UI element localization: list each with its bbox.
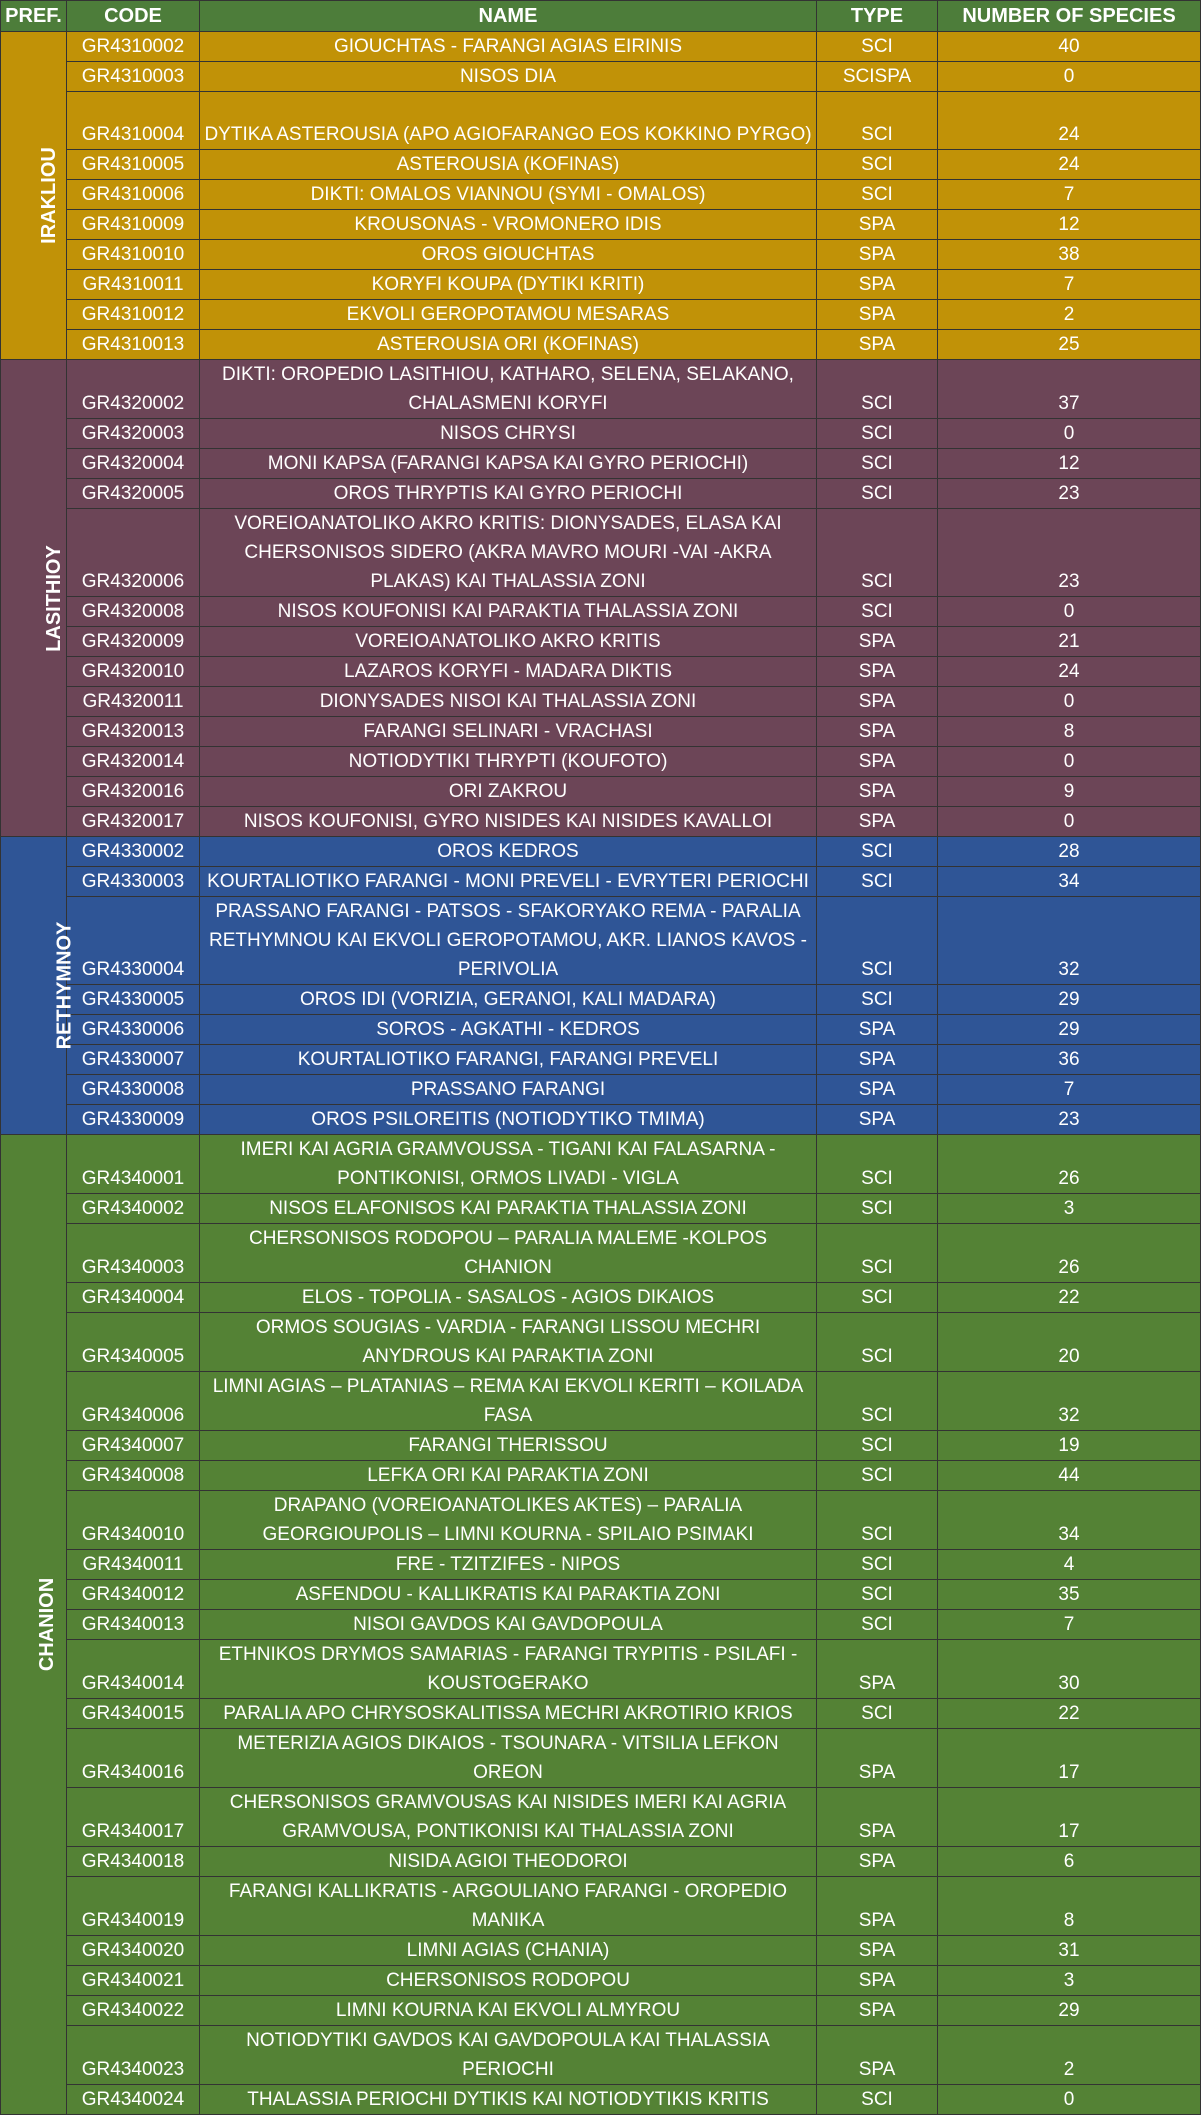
cell-name: DRAPANO (VOREIOANATOLIKES AKTES) – PARALIA GEORGIOUPOLIS – LIMNI KOURNA - SPILAIO PSIMAKI <box>200 1491 817 1550</box>
cell-name: FRE - TZITZIFES - NIPOS <box>200 1550 817 1580</box>
cell-type: SCI <box>817 1580 938 1610</box>
cell-species: 26 <box>938 1135 1201 1194</box>
cell-type: SCI <box>817 449 938 479</box>
cell-species: 19 <box>938 1431 1201 1461</box>
cell-species: 24 <box>938 150 1201 180</box>
cell-name: KORYFI KOUPA (DYTIKI KRITI) <box>200 270 817 300</box>
table-row <box>1 1491 1201 1550</box>
cell-type: SPA <box>817 807 938 837</box>
header-code: CODE <box>67 1 200 32</box>
cell-code: GR4340005 <box>67 1313 200 1372</box>
cell-code: GR4320014 <box>67 747 200 777</box>
cell-type: SPA <box>817 1640 938 1699</box>
table-row <box>1 1224 1201 1283</box>
cell-name: LIMNI KOURNA KAI EKVOLI ALMYROU <box>200 1996 817 2026</box>
cell-type: SPA <box>817 330 938 360</box>
cell-name: NOTIODYTIKI THRYPTI (KOUFOTO) <box>200 747 817 777</box>
cell-name: EKVOLI GEROPOTAMOU MESARAS <box>200 300 817 330</box>
cell-name: NISOS ELAFONISOS KAI PARAKTIA THALASSIA ZONI <box>200 1194 817 1224</box>
cell-species: 24 <box>938 92 1201 150</box>
cell-type: SPA <box>817 1847 938 1877</box>
cell-name: NISOI GAVDOS KAI GAVDOPOULA <box>200 1610 817 1640</box>
prefecture-irakliou <box>1 32 67 360</box>
cell-type: SCI <box>817 1461 938 1491</box>
cell-species: 28 <box>938 837 1201 867</box>
cell-name: OROS GIOUCHTAS <box>200 240 817 270</box>
cell-species: 6 <box>938 1847 1201 1877</box>
cell-type: SCI <box>817 1610 938 1640</box>
cell-species: 29 <box>938 985 1201 1015</box>
cell-name: GIOUCHTAS - FARANGI AGIAS EIRINIS <box>200 32 817 62</box>
cell-species: 0 <box>938 2085 1201 2115</box>
cell-species: 4 <box>938 1550 1201 1580</box>
header-row <box>1 1 1201 32</box>
cell-name: OROS PSILOREITIS (NOTIODYTIKO TMIMA) <box>200 1105 817 1135</box>
cell-type: SPA <box>817 1729 938 1788</box>
header-name: NAME <box>200 1 817 32</box>
cell-species: 20 <box>938 1313 1201 1372</box>
table-row <box>1 2085 1201 2115</box>
cell-type: SPA <box>817 1105 938 1135</box>
cell-species: 23 <box>938 479 1201 509</box>
cell-code: GR4330009 <box>67 1105 200 1135</box>
cell-type: SPA <box>817 1045 938 1075</box>
cell-species: 8 <box>938 1877 1201 1936</box>
cell-species: 7 <box>938 270 1201 300</box>
cell-species: 22 <box>938 1283 1201 1313</box>
cell-species: 38 <box>938 240 1201 270</box>
table-row <box>1 509 1201 597</box>
cell-name: OROS THRYPTIS KAI GYRO PERIOCHI <box>200 479 817 509</box>
cell-code: GR4340004 <box>67 1283 200 1313</box>
cell-type: SCI <box>817 1283 938 1313</box>
cell-type: SCI <box>817 150 938 180</box>
cell-name: CHERSONISOS RODOPOU <box>200 1966 817 1996</box>
cell-type: SPA <box>817 1877 938 1936</box>
table-row <box>1 92 1201 150</box>
cell-code: GR4340024 <box>67 2085 200 2115</box>
cell-type: SCI <box>817 897 938 985</box>
table-row <box>1 1194 1201 1224</box>
cell-name: LEFKA ORI KAI PARAKTIA ZONI <box>200 1461 817 1491</box>
cell-species: 12 <box>938 210 1201 240</box>
cell-type: SCI <box>817 985 938 1015</box>
cell-type: SPA <box>817 777 938 807</box>
cell-species: 3 <box>938 1966 1201 1996</box>
cell-type: SPA <box>817 627 938 657</box>
cell-type: SPA <box>817 300 938 330</box>
table-row <box>1 150 1201 180</box>
cell-name: NISOS DIA <box>200 62 817 92</box>
table-row <box>1 657 1201 687</box>
cell-name: FARANGI KALLIKRATIS - ARGOULIANO FARANGI - OROPEDIO MANIKA <box>200 1877 817 1936</box>
cell-code: GR4320010 <box>67 657 200 687</box>
header-type: TYPE <box>817 1 938 32</box>
cell-code: GR4310003 <box>67 62 200 92</box>
cell-name: DIKTI: OMALOS VIANNOU (SYMI - OMALOS) <box>200 180 817 210</box>
table-row <box>1 479 1201 509</box>
cell-species: 21 <box>938 627 1201 657</box>
cell-type: SPA <box>817 1996 938 2026</box>
cell-code: GR4310013 <box>67 330 200 360</box>
table-row <box>1 985 1201 1015</box>
cell-code: GR4320009 <box>67 627 200 657</box>
cell-type: SPA <box>817 657 938 687</box>
cell-species: 40 <box>938 32 1201 62</box>
cell-code: GR4340003 <box>67 1224 200 1283</box>
cell-species: 37 <box>938 360 1201 419</box>
cell-species: 0 <box>938 62 1201 92</box>
cell-code: GR4340020 <box>67 1936 200 1966</box>
cell-type: SCI <box>817 180 938 210</box>
cell-code: GR4340012 <box>67 1580 200 1610</box>
table-row <box>1 300 1201 330</box>
cell-name: CHERSONISOS GRAMVOUSAS KAI NISIDES IMERI KAI AGRIA GRAMVOUSA, PONTIKONISI KAI THALASSIA ZONI <box>200 1788 817 1847</box>
cell-type: SPA <box>817 717 938 747</box>
cell-species: 0 <box>938 597 1201 627</box>
cell-code: GR4340007 <box>67 1431 200 1461</box>
table-row <box>1 1045 1201 1075</box>
cell-name: LIMNI AGIAS (CHANIA) <box>200 1936 817 1966</box>
cell-name: KOURTALIOTIKO FARANGI, FARANGI PREVELI <box>200 1045 817 1075</box>
cell-name: ORMOS SOUGIAS - VARDIA - FARANGI LISSOU MECHRI ANYDROUS KAI PARAKTIA ZONI <box>200 1313 817 1372</box>
cell-code: GR4310002 <box>67 32 200 62</box>
table-row <box>1 210 1201 240</box>
cell-code: GR4340001 <box>67 1135 200 1194</box>
cell-species: 9 <box>938 777 1201 807</box>
cell-code: GR4340016 <box>67 1729 200 1788</box>
cell-code: GR4330006 <box>67 1015 200 1045</box>
cell-code: GR4320013 <box>67 717 200 747</box>
table-row <box>1 1966 1201 1996</box>
prefecture-label: IRAKLIOU <box>37 147 60 245</box>
cell-species: 7 <box>938 1075 1201 1105</box>
cell-code: GR4320002 <box>67 360 200 419</box>
cell-type: SCI <box>817 1699 938 1729</box>
cell-name: NISOS KOUFONISI KAI PARAKTIA THALASSIA ZONI <box>200 597 817 627</box>
cell-type: SCI <box>817 419 938 449</box>
cell-name: ASTEROUSIA (KOFINAS) <box>200 150 817 180</box>
table-row <box>1 419 1201 449</box>
table-row <box>1 687 1201 717</box>
cell-species: 0 <box>938 687 1201 717</box>
table-row <box>1 1075 1201 1105</box>
cell-type: SPA <box>817 1075 938 1105</box>
cell-name: LAZAROS KORYFI - MADARA DIKTIS <box>200 657 817 687</box>
table-row <box>1 1461 1201 1491</box>
cell-code: GR4310011 <box>67 270 200 300</box>
cell-name: CHERSONISOS RODOPOU – PARALIA MALEME -KOLPOS CHANION <box>200 1224 817 1283</box>
cell-code: GR4340008 <box>67 1461 200 1491</box>
cell-type: SCI <box>817 479 938 509</box>
cell-species: 25 <box>938 330 1201 360</box>
cell-type: SCI <box>817 867 938 897</box>
cell-type: SCI <box>817 1194 938 1224</box>
cell-species: 0 <box>938 807 1201 837</box>
cell-code: GR4330004 <box>67 897 200 985</box>
cell-species: 12 <box>938 449 1201 479</box>
cell-species: 30 <box>938 1640 1201 1699</box>
cell-type: SCI <box>817 1135 938 1194</box>
cell-name: NISOS CHRYSI <box>200 419 817 449</box>
cell-name: NISIDA AGIOI THEODOROI <box>200 1847 817 1877</box>
cell-name: ELOS - TOPOLIA - SASALOS - AGIOS DIKAIOS <box>200 1283 817 1313</box>
cell-code: GR4330002 <box>67 837 200 867</box>
cell-code: GR4340010 <box>67 1491 200 1550</box>
prefecture-label: LASITHIOY <box>42 545 65 652</box>
cell-type: SCI <box>817 32 938 62</box>
cell-species: 17 <box>938 1788 1201 1847</box>
table-row <box>1 2026 1201 2085</box>
table-row <box>1 449 1201 479</box>
cell-type: SCI <box>817 1431 938 1461</box>
cell-name: DIONYSADES NISOI KAI THALASSIA ZONI <box>200 687 817 717</box>
cell-name: VOREIOANATOLIKO AKRO KRITIS <box>200 627 817 657</box>
cell-code: GR4340018 <box>67 1847 200 1877</box>
cell-species: 26 <box>938 1224 1201 1283</box>
table-row <box>1 1550 1201 1580</box>
table-row <box>1 807 1201 837</box>
table-row <box>1 717 1201 747</box>
cell-code: GR4340019 <box>67 1877 200 1936</box>
cell-species: 22 <box>938 1699 1201 1729</box>
table-row <box>1 627 1201 657</box>
cell-type: SCI <box>817 92 938 150</box>
cell-name: SOROS - AGKATHI - KEDROS <box>200 1015 817 1045</box>
cell-code: GR4340023 <box>67 2026 200 2085</box>
prefecture-label: RETHYMNOY <box>53 921 76 1050</box>
cell-name: DYTIKA ASTEROUSIA (APO AGIOFARANGO EOS KOKKINO PYRGO) <box>200 92 817 150</box>
cell-type: SPA <box>817 2026 938 2085</box>
cell-name: OROS KEDROS <box>200 837 817 867</box>
cell-code: GR4320011 <box>67 687 200 717</box>
cell-code: GR4310006 <box>67 180 200 210</box>
cell-species: 29 <box>938 1015 1201 1045</box>
cell-code: GR4330008 <box>67 1075 200 1105</box>
cell-code: GR4320006 <box>67 509 200 597</box>
cell-name: ORI ZAKROU <box>200 777 817 807</box>
table-row <box>1 360 1201 419</box>
table-row <box>1 330 1201 360</box>
cell-code: GR4320005 <box>67 479 200 509</box>
cell-type: SCI <box>817 1372 938 1431</box>
table-row <box>1 897 1201 985</box>
table-row <box>1 867 1201 897</box>
cell-code: GR4310004 <box>67 92 200 150</box>
cell-species: 2 <box>938 2026 1201 2085</box>
cell-species: 7 <box>938 180 1201 210</box>
table-row <box>1 1372 1201 1431</box>
cell-type: SCI <box>817 1550 938 1580</box>
cell-code: GR4330003 <box>67 867 200 897</box>
cell-type: SPA <box>817 240 938 270</box>
cell-species: 2 <box>938 300 1201 330</box>
table-row <box>1 777 1201 807</box>
table-row <box>1 32 1201 62</box>
cell-name: MONI KAPSA (FARANGI KAPSA KAI GYRO PERIOCHI) <box>200 449 817 479</box>
table-row <box>1 1580 1201 1610</box>
cell-species: 17 <box>938 1729 1201 1788</box>
cell-name: OROS IDI (VORIZIA, GERANOI, KALI MADARA) <box>200 985 817 1015</box>
cell-code: GR4310012 <box>67 300 200 330</box>
table-row <box>1 270 1201 300</box>
cell-species: 35 <box>938 1580 1201 1610</box>
table-row <box>1 1640 1201 1699</box>
table-row <box>1 1313 1201 1372</box>
cell-code: GR4310005 <box>67 150 200 180</box>
table-row <box>1 1729 1201 1788</box>
header-species: NUMBER OF SPECIES <box>938 1 1201 32</box>
cell-species: 32 <box>938 1372 1201 1431</box>
cell-type: SPA <box>817 1788 938 1847</box>
cell-species: 36 <box>938 1045 1201 1075</box>
table-row <box>1 1936 1201 1966</box>
cell-species: 31 <box>938 1936 1201 1966</box>
cell-code: GR4340022 <box>67 1996 200 2026</box>
cell-code: GR4340011 <box>67 1550 200 1580</box>
table-row <box>1 1788 1201 1847</box>
cell-species: 3 <box>938 1194 1201 1224</box>
cell-name: ASFENDOU - KALLIKRATIS KAI PARAKTIA ZONI <box>200 1580 817 1610</box>
cell-type: SCI <box>817 360 938 419</box>
cell-type: SPA <box>817 210 938 240</box>
table-row <box>1 1135 1201 1194</box>
cell-species: 8 <box>938 717 1201 747</box>
table-row <box>1 1699 1201 1729</box>
cell-code: GR4320003 <box>67 419 200 449</box>
cell-type: SCI <box>817 509 938 597</box>
table-row <box>1 1996 1201 2026</box>
cell-code: GR4340013 <box>67 1610 200 1640</box>
cell-code: GR4310009 <box>67 210 200 240</box>
cell-species: 34 <box>938 1491 1201 1550</box>
table-row <box>1 1610 1201 1640</box>
cell-name: NISOS KOUFONISI, GYRO NISIDES KAI NISIDES KAVALLOI <box>200 807 817 837</box>
table-row <box>1 597 1201 627</box>
cell-species: 23 <box>938 1105 1201 1135</box>
cell-code: GR4340014 <box>67 1640 200 1699</box>
cell-code: GR4340015 <box>67 1699 200 1729</box>
table-row <box>1 1431 1201 1461</box>
table-row <box>1 837 1201 867</box>
cell-species: 24 <box>938 657 1201 687</box>
cell-name: FARANGI SELINARI - VRACHASI <box>200 717 817 747</box>
cell-code: GR4340021 <box>67 1966 200 1996</box>
cell-name: IMERI KAI AGRIA GRAMVOUSSA - TIGANI KAI FALASARNA - PONTIKONISI, ORMOS LIVADI - VIGLA <box>200 1135 817 1194</box>
prefecture-chanion <box>1 1135 67 2115</box>
cell-name: LIMNI AGIAS – PLATANIAS – REMA KAI EKVOLI KERITI – KOILADA FASA <box>200 1372 817 1431</box>
prefecture-rethymnoy <box>1 837 76 1135</box>
header-pref: PREF. <box>1 1 67 32</box>
table-row <box>1 1877 1201 1936</box>
cell-code: GR4320016 <box>67 777 200 807</box>
cell-species: 0 <box>938 747 1201 777</box>
table-row <box>1 1105 1201 1135</box>
cell-code: GR4320008 <box>67 597 200 627</box>
table-row <box>1 180 1201 210</box>
cell-name: ETHNIKOS DRYMOS SAMARIAS - FARANGI TRYPITIS - PSILAFI - KOUSTOGERAKO <box>200 1640 817 1699</box>
cell-type: SPA <box>817 687 938 717</box>
table-row <box>1 240 1201 270</box>
cell-name: ASTEROUSIA ORI (KOFINAS) <box>200 330 817 360</box>
cell-name: NOTIODYTIKI GAVDOS KAI GAVDOPOULA KAI THALASSIA PERIOCHI <box>200 2026 817 2085</box>
table-row <box>1 747 1201 777</box>
cell-type: SPA <box>817 1015 938 1045</box>
cell-code: GR4310010 <box>67 240 200 270</box>
cell-type: SCI <box>817 597 938 627</box>
table-row <box>1 1283 1201 1313</box>
cell-type: SCI <box>817 1313 938 1372</box>
cell-code: GR4340002 <box>67 1194 200 1224</box>
cell-name: DIKTI: OROPEDIO LASITHIOU, KATHARO, SELENA, SELAKANO, CHALASMENI KORYFI <box>200 360 817 419</box>
cell-type: SCI <box>817 837 938 867</box>
cell-name: THALASSIA PERIOCHI DYTIKIS KAI NOTIODYTIKIS KRITIS <box>200 2085 817 2115</box>
table-row <box>1 1847 1201 1877</box>
cell-species: 32 <box>938 897 1201 985</box>
cell-code: GR4320004 <box>67 449 200 479</box>
cell-type: SCI <box>817 2085 938 2115</box>
cell-name: METERIZIA AGIOS DIKAIOS - TSOUNARA - VITSILIA LEFKON OREON <box>200 1729 817 1788</box>
cell-name: FARANGI THERISSOU <box>200 1431 817 1461</box>
cell-type: SCI <box>817 1224 938 1283</box>
cell-name: PARALIA APO CHRYSOSKALITISSA MECHRI AKROTIRIO KRIOS <box>200 1699 817 1729</box>
cell-species: 7 <box>938 1610 1201 1640</box>
cell-type: SCI <box>817 1491 938 1550</box>
cell-name: KOURTALIOTIKO FARANGI - MONI PREVELI - EVRYTERI PERIOCHI <box>200 867 817 897</box>
table-body <box>1 32 1201 2115</box>
cell-type: SPA <box>817 270 938 300</box>
cell-species: 23 <box>938 509 1201 597</box>
cell-type: SPA <box>817 1936 938 1966</box>
cell-type: SPA <box>817 1966 938 1996</box>
cell-species: 34 <box>938 867 1201 897</box>
table-row <box>1 62 1201 92</box>
prefecture-lasithioy <box>1 360 67 837</box>
cell-code: GR4340006 <box>67 1372 200 1431</box>
cell-type: SCISPA <box>817 62 938 92</box>
cell-name: VOREIOANATOLIKO AKRO KRITIS: DIONYSADES, ELASA KAI CHERSONISOS SIDERO (AKRA MAVRO MOURI -VAI -AKRA PLAKAS) KAI THALASSIA ZONI <box>200 509 817 597</box>
cell-species: 29 <box>938 1996 1201 2026</box>
cell-species: 44 <box>938 1461 1201 1491</box>
cell-code: GR4330005 <box>67 985 200 1015</box>
cell-name: PRASSANO FARANGI <box>200 1075 817 1105</box>
cell-code: GR4340017 <box>67 1788 200 1847</box>
cell-name: PRASSANO FARANGI - PATSOS - SFAKORYAKO REMA - PARALIA RETHYMNOU KAI EKVOLI GEROPOTAMOU, AKR. LIANOS KAVOS - PERIVOLIA <box>200 897 817 985</box>
cell-name: KROUSONAS - VROMONERO IDIS <box>200 210 817 240</box>
cell-code: GR4320017 <box>67 807 200 837</box>
cell-code: GR4330007 <box>67 1045 200 1075</box>
cell-type: SPA <box>817 747 938 777</box>
cell-species: 0 <box>938 419 1201 449</box>
prefecture-label: CHANION <box>36 1578 59 1672</box>
table-row <box>1 1015 1201 1045</box>
